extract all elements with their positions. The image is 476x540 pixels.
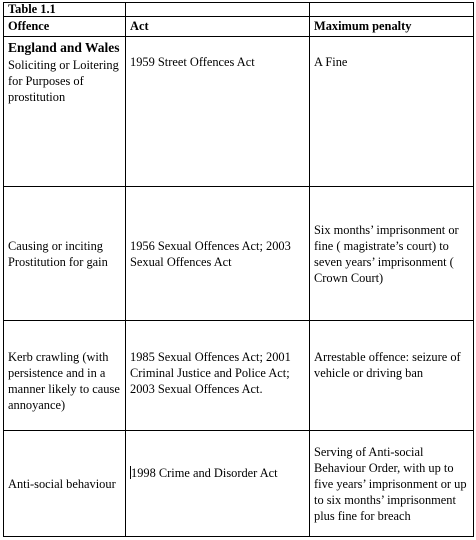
header-act: Act — [126, 17, 310, 37]
caption-row — [4, 3, 474, 17]
penalty-text: Six months’ imprisonment or fine ( magistrate’s court) to seven years’ imprisonment ( Crown Court) — [314, 222, 459, 285]
act-text: 1998 Crime and Disorder Act — [131, 466, 278, 480]
offence-cell — [4, 37, 126, 187]
offences-table — [3, 2, 474, 537]
table-row — [4, 431, 474, 537]
penalty-cell — [310, 431, 474, 537]
table-row — [4, 321, 474, 431]
act-cell — [126, 37, 310, 187]
act-cell — [126, 321, 310, 431]
offence-cell — [4, 431, 126, 537]
caption-empty-cell — [126, 3, 310, 17]
offence-text: Soliciting or Loitering for Purposes of prostitution — [8, 58, 119, 104]
table-row — [4, 187, 474, 321]
act-cell[interactable] — [126, 431, 310, 537]
penalty-cell — [310, 187, 474, 321]
header-maximum-penalty: Maximum penalty — [310, 17, 474, 37]
caption-empty-cell — [310, 3, 474, 17]
offence-cell — [4, 187, 126, 321]
offence-text: Anti-social behaviour — [8, 476, 116, 491]
penalty-text: Arrestable offence: seizure of vehicle or driving ban — [314, 350, 461, 380]
table-caption: Table 1.1 — [4, 3, 126, 17]
act-cell — [126, 187, 310, 321]
header-offence: Offence — [4, 17, 126, 37]
offence-text: Causing or inciting Prostitution for gain — [8, 238, 108, 269]
penalty-cell — [310, 321, 474, 431]
act-text: 1956 Sexual Offences Act; 2003 Sexual Offences Act — [130, 238, 291, 269]
act-text: 1985 Sexual Offences Act; 2001 Criminal Justice and Police Act; 2003 Sexual Offences Act. — [130, 350, 291, 396]
penalty-text: Serving of Anti-social Behaviour Order, with up to five years’ imprisonment or up to six months’ imprisonment plus fine for breach — [314, 444, 467, 523]
region-heading: England and Wales — [8, 40, 120, 55]
act-text: 1959 Street Offences Act — [130, 55, 255, 69]
penalty-text: A Fine — [314, 55, 348, 69]
table-row — [4, 37, 474, 187]
offence-text: Kerb crawling (with persistence and in a manner likely to cause annoyance) — [8, 350, 120, 412]
header-row — [4, 17, 474, 37]
offence-cell — [4, 321, 126, 431]
penalty-cell — [310, 37, 474, 187]
